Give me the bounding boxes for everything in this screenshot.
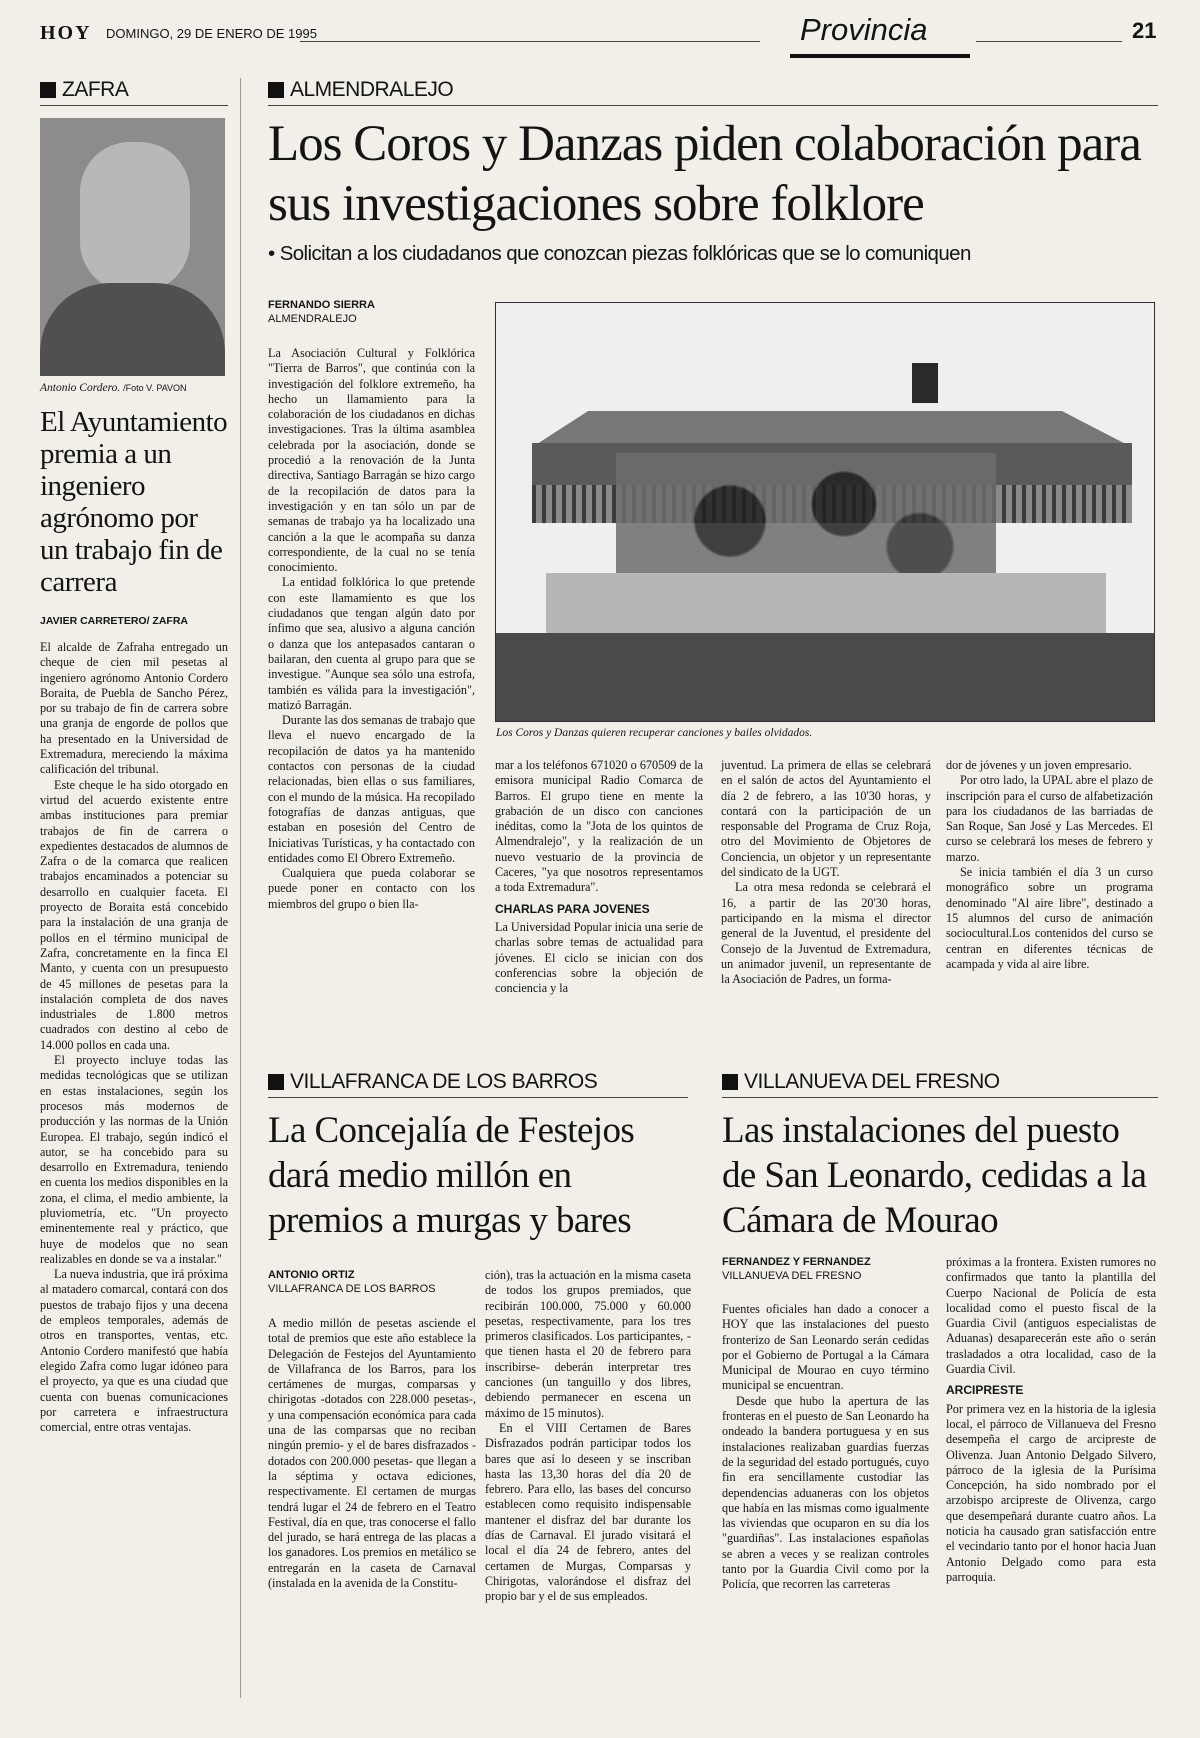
masthead-rule — [300, 41, 760, 42]
villanueva-headline: Las instalaciones del puesto de San Leonardo, cedidas a la Cámara de Mourao — [722, 1110, 1147, 1241]
section-title-underline — [790, 54, 970, 58]
photo-flag — [912, 363, 938, 403]
newspaper-logo: HOY — [40, 22, 92, 44]
villafranca-section-label: VILLAFRANCA DE LOS BARROS — [268, 1070, 688, 1098]
almendralejo-article — [268, 78, 1158, 266]
villafranca-article — [268, 1070, 688, 1243]
portrait-photo — [40, 118, 225, 376]
subsection-title: ARCIPRESTE — [946, 1383, 1024, 1398]
section-title: Provincia — [800, 12, 928, 47]
section-square-icon — [268, 1074, 284, 1090]
villanueva-col2: próximas a la frontera. Existen rumores no confirmados que tanto la plantilla del Cuerpo Nacional de Policía de esta localidad como el puesto fiscal de la Guardia Civil (antiguos especialistas de Aduanas) desaparecerán este año o serán trasladados a otra localidad, caso de la Guardia Civil. ARCIPRESTE Por primera vez en la historia de la iglesia local, el párroco de Villanueva del Fresno desempeña el cargo de arcipreste de Olivenza. Juan Antonio Delgado Silvero, párroco de la iglesia de la Purísima Concepción, ha sido nombrado por el arzobispo arcipreste de Olivenza, cargo que desempeñará durante cuatro años. La noticia ha causado gran satisfacción entre el vecindario tanto por el honor hacia Juan Antonio Delgado como para esta parroquia. — [946, 1255, 1156, 1584]
issue-date: DOMINGO, 29 DE ENERO DE 1995 — [106, 26, 317, 41]
portrait-caption: Antonio Cordero. /Foto V. PAVON — [40, 382, 187, 394]
folklore-photo — [495, 302, 1155, 722]
masthead-rule-right — [976, 41, 1122, 42]
zafra-body: El alcalde de Zafraha entregado un cheque de cien mil pesetas al ingeniero agrónomo Antonio Cordero Boraita, de Puebla de Sancho Pérez, por su trabajo de fin de carrera sobre una granja de engorde de pollos que ha presentado en la Universidad de Extremadura, mereciendo la máxima calificación del tribunal. Este cheque le ha sido otorgado en virtud del acuerdo existente entre ambas instituciones para premiar trabajos de fin de carrera o expedientes destacados de alumnos de Zafra o de la comarca que realicen trabajos encaminados a potenciar su desarrollo en cualquier faceta. El proyecto de Boraita está concebido para la instalación de una granja de pollos en el término municipal de Zafra, concretamente en la finca El Manto, y cuenta con un presupuesto de 45 millones de pesetas para la instalación completa de dos naves industriales de 1.800 metros cuadrados con destino al cebo de 14.000 pollos en cada una. El proyecto incluye todas las medidas tecnológicas que se utilizan en estas instalaciones, según los procesos más modernos de producción y las normas de la Unión Europea. El trabajo, según indicó el autor, se ha concebido para su desarrollo en Extremadura, teniendo en cuenta los medios disponibles en la zona, el clima, el medio ambiente, la pluviometría, etc. "Un proyecto eminentemente real y práctico, que huye de modelos que no sean realizables en donde se va a instalar." La nueva industria, que irá próxima al matadero comarcal, contará con dos puestos de trabajo fijos y una decena de empleos temporales, además de otros en transportes, ventas, etc. Antonio Cordero manifestó que había elegido Zafra como lugar idóneo para el proyecto, ya que es una ciudad que cuenta con buenas comunicaciones por carretera e infraestructura comercial, entre otras ventajas. — [40, 640, 228, 1435]
villafranca-col2: ción), tras la actuación en la misma caseta de todos los grupos premiados, que recibirán 100.000, 75.000 y 60.000 pesetas, respectivamente, para los tres primeros clasificados. Los participantes, -que tienen hasta el 20 de febrero para inscribirse- deberán interpretar tres canciones (un tanguillo y dos libres, debiendo permanecer en escena un máximo de 15 minutos). En el VIII Certamen de Bares Disfrazados podrán participar todos los bares que así lo deseen y se inscriban hasta las 13,30 horas del día 20 de febrero. Para ello, las bases del concurso establecen como requisito indispensable mantener el disfraz del bar durante los días de Carnaval. El jurado visitará el local el día 24 de febrero, antes del certamen de Murgas, Comparsas y Chirigotas, valorándose el disfraz del propio bar y el de sus empleados. — [485, 1268, 691, 1604]
almendralejo-headline: Los Coros y Danzas piden colaboración para sus investigaciones sobre folklore — [268, 116, 1141, 232]
almendralejo-col1: La Asociación Cultural y Folklórica "Tierra de Barros", que continúa con la investigación del folklore extremeño, ha hecho un llamamiento para la colaboración de los ciudadanos en dichas investigaciones. Tras la última asamblea celebrada por la asociación, donde se procedió a la renovación de la Junta directiva, Santiago Barragán se hizo cargo de la recopilación de datos para la investigación y en tan sólo un par de semanas de trabajo ya ha localizado una canción a la que le acompaña su danza correspondiente, de la cual no se tenía conocimiento. La entidad folklórica lo que pretende con este llamamiento es que los ciudadanos que tengan algún dato por ínfimo que sea, alusivo a alguna canción o danza que los antepasados cantaran o bailaran, den cuenta al grupo para que se investigue. "Aunque sea sólo una estrofa, también es válida para la investigación", matizó Barragán. Durante las dos semanas de trabajo que lleva el nuevo encargado de la recopilación de datos ya ha mantenido contactos con personas de la ciudad relacionadas, bien ellas o sus familiares, con el mundo de la música. Ha recopilado fotografías de danzas antiguas, que estaban en posesión del Centro de Iniciativas Turísticas, y ha contactado con entidades como El Obrero Extremeño. Cualquiera que pueda colaborar se puede poner en contacto con los miembros del grupo o bien lla- — [268, 346, 475, 911]
photo-ground — [496, 633, 1154, 721]
masthead — [40, 12, 1158, 64]
villafranca-byline: ANTONIO ORTIZ VILLAFRANCA DE LOS BARROS — [268, 1269, 436, 1295]
villanueva-col1: Fuentes oficiales han dado a conocer a HOY que las instalaciones del puesto fronterizo de San Leonardo serán cedidas por el Gobierno de Portugal a la Cámara Municipal de Mourao en cuyo término municipal se encuentran. Desde que hubo la apertura de las fronteras en el puesto de San Leonardo ha ondeado la bandera portuguesa y en sus instalaciones realizaban guardias fuerzas de la seguridad del estado portugués, cuyo fin era sencillamente custodiar las dependencias aduaneras con los objetos que había en las mismas como igualmente las viviendas que ocuparon en su día los "guardiñas". Las instalaciones españolas se abren a veces y se realizan controles tanto por la Guardia Civil como por la Policía, que recorren las carreteras — [722, 1302, 929, 1592]
villafranca-headline: La Concejalía de Festejos dará medio millón en premios a murgas y bares — [268, 1110, 635, 1241]
zafra-section-label: ZAFRA — [40, 78, 228, 106]
villanueva-article — [722, 1070, 1158, 1243]
subsection-title: CHARLAS PARA JOVENES — [495, 901, 650, 916]
almendralejo-col3: juventud. La primera de ellas se celebrará en el salón de actos del Ayuntamiento el día 2 de febrero, a las 10'30 horas, y contará con la participación de un responsable del Programa de Cruz Roja, otro del Movimiento de Objetores de Conciencia, un objetor y un representante del sindicato de la UGT. La otra mesa redonda se celebrará el 16, a partir de las 20'30 horas, participando en la misma el director general de la Juventud, el presidente del Consejo de la Juventud de Extremadura, un animador juvenil, un representante de la Asociación de Padres, un forma- — [721, 758, 931, 987]
villanueva-section-label: VILLANUEVA DEL FRESNO — [722, 1070, 1158, 1098]
section-square-icon — [40, 82, 56, 98]
almendralejo-subhead: • Solicitan a los ciudadanos que conozcan piezas folklóricas que se lo comuniquen — [268, 242, 971, 265]
zafra-byline: JAVIER CARRETERO/ ZAFRA — [40, 615, 188, 627]
photo-caption: Los Coros y Danzas quieren recuperar canciones y bailes olvidados. — [496, 727, 813, 739]
almendralejo-section-label: ALMENDRALEJO — [268, 78, 1158, 106]
almendralejo-col4: dor de jóvenes y un joven empresario. Por otro lado, la UPAL abre el plazo de inscripción para el curso de alfabetización para los ciudadanos de las barriadas de San Roque, San José y Las Mercedes. El curso se celebrará los meses de febrero y marzo. Se inicia también el día 3 un curso monográfico sobre un programa denominado "Al aire libre", destinado a 15 alumnos del curso de animación sociocultural.Los contenidos del curso se centran en diferentes técnicas de acampada y vida al aire libre. — [946, 758, 1153, 971]
zafra-article — [40, 78, 228, 1435]
almendralejo-col2: mar a los teléfonos 671020 o 670509 de la emisora municipal Radio Comarca de Barros. El grupo tiene en mente la grabación de un disco con canciones inéditas, como la "Jota de los quintos de Almendralejo", y la realización de un nuevo vestuario de la provincia de Caceres, "ya que nosotros representamos a toda Extremadura". CHARLAS PARA JOVENES La Universidad Popular inicia una serie de charlas sobre temas de actualidad para jóvenes. El ciclo se inician con dos conferencias sobre la objeción de conciencia y la — [495, 758, 703, 996]
column-divider — [240, 78, 241, 1698]
section-square-icon — [722, 1074, 738, 1090]
portrait-figure — [80, 142, 190, 292]
almendralejo-byline: FERNANDO SIERRA ALMENDRALEJO — [268, 299, 375, 325]
photo-roof — [496, 411, 1154, 445]
portrait-shoulders — [40, 283, 225, 376]
zafra-headline: El Ayuntamiento premia a un ingeniero agrónomo por un trabajo fin de carrera — [40, 406, 228, 598]
section-square-icon — [268, 82, 284, 98]
bullet-icon: • — [268, 242, 280, 265]
villafranca-col1: A medio millón de pesetas asciende el total de premios que este año establece la Delegación de Festejos del Ayuntamiento de Villafranca de los Barros, para los certámenes de murgas, comparsas y chirigotas -dotados con 228.000 pesetas-, y una compensación económica para cada una de las comparsas que no reciban ningún premio- y el de bares disfrazados -dotados con 200.000 pesetas- que llegan a la séptima y octava ediciones, respectivamente. El certamen de murgas tendrá lugar el 24 de febrero en el Teatro Festival, día en que, tras conocerse el fallo del jurado, se hará entrega de las placas a los ganadores. Los premios en metálico se entregarán en la caseta de Carnaval (instalada en la avenida de la Constitu- — [268, 1316, 476, 1591]
villanueva-byline: FERNANDEZ Y FERNANDEZ VILLANUEVA DEL FRESNO — [722, 1256, 871, 1282]
page-number: 21 — [1132, 18, 1157, 43]
